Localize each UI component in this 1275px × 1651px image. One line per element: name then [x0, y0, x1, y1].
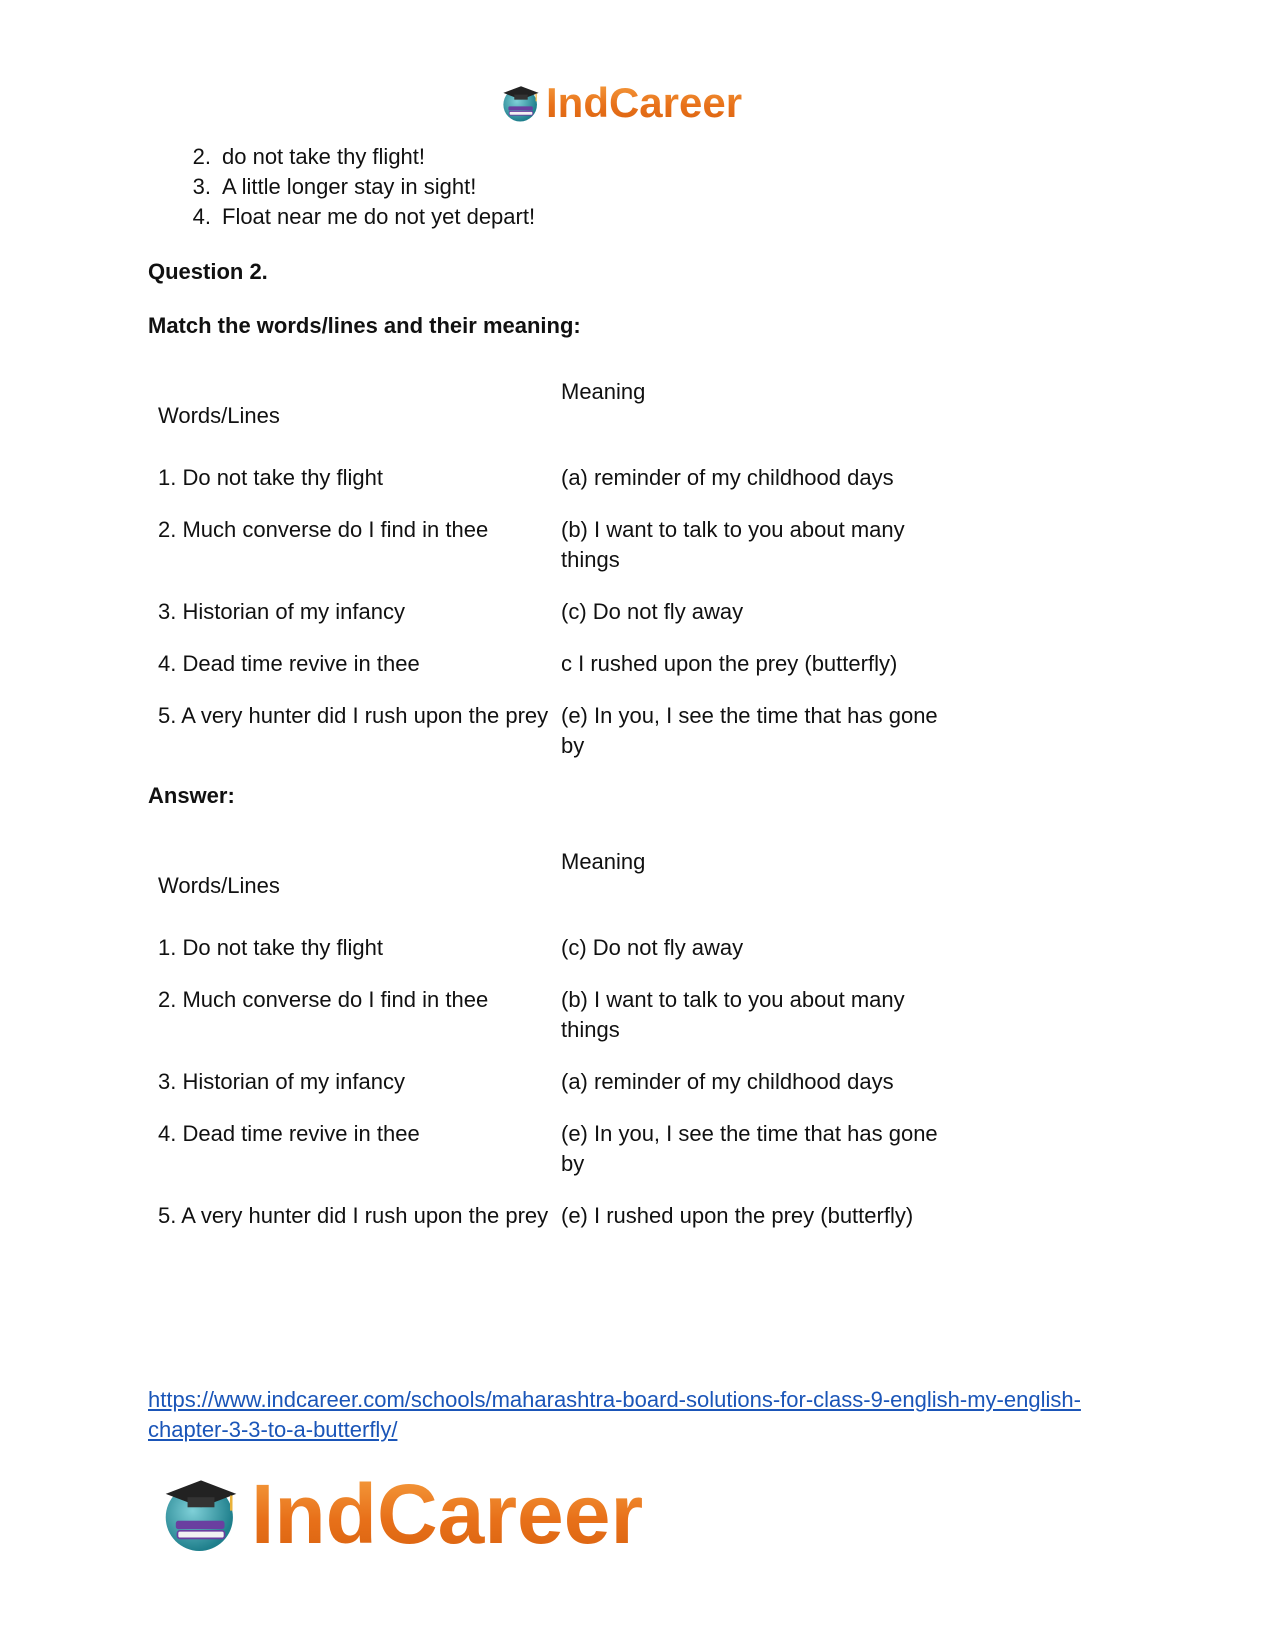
table-row: 1. Do not take thy flight (c) Do not fly away — [158, 935, 744, 960]
table-row: 5. A very hunter did I rush upon the prey (e) I rushed upon the prey (butterfly) — [158, 1203, 914, 1228]
table-row: 2. Much converse do I find in thee (b) I want to talk to you about many things — [158, 987, 905, 1042]
answer-match-table — [158, 835, 978, 1231]
column-header-words: Words/Lines — [158, 403, 280, 428]
column-header-words: Words/Lines — [158, 873, 280, 898]
question-heading: Question 2. — [148, 259, 268, 284]
list-item: 3. A little longer stay in sight! — [192, 174, 477, 199]
column-header-meaning: Meaning — [561, 379, 646, 404]
table-header — [158, 365, 978, 463]
graduation-cap-globe-icon — [159, 1472, 243, 1556]
list-item: 2. do not take thy flight! — [192, 144, 426, 169]
table-row: 3. Historian of my infancy (c) Do not fly away — [158, 599, 744, 624]
document-body — [148, 142, 1128, 1253]
table-row: 2. Much converse do I find in thee (b) I want to talk to you about many things — [158, 517, 905, 572]
question-match-table — [158, 365, 978, 761]
table-header — [158, 835, 978, 933]
intro-list — [148, 142, 1128, 232]
question-instruction: Match the words/lines and their meaning: — [148, 313, 581, 338]
indcareer-logo-bottom — [159, 1466, 643, 1562]
indcareer-logo-top — [500, 76, 742, 130]
table-row: 4. Dead time revive in thee c I rushed upon the prey (butterfly) — [158, 651, 898, 676]
graduation-cap-globe-icon — [500, 82, 542, 124]
table-row: 4. Dead time revive in thee (e) In you, I see the time that has gone by — [158, 1121, 938, 1176]
table-row: 3. Historian of my infancy (a) reminder of my childhood days — [158, 1069, 894, 1094]
list-item: 4. Float near me do not yet depart! — [192, 204, 536, 229]
answer-heading: Answer: — [148, 783, 235, 808]
source-url-link[interactable]: https://www.indcareer.com/schools/maharashtra-board-solutions-for-class-9-english-my-english-chapter-3-3-to-a-butterfly/ — [148, 1387, 1081, 1442]
table-row: 1. Do not take thy flight (a) reminder of my childhood days — [158, 465, 894, 490]
column-header-meaning: Meaning — [561, 849, 646, 874]
table-row: 5. A very hunter did I rush upon the prey (e) In you, I see the time that has gone by — [158, 703, 938, 758]
logo-wordmark: IndCareer — [251, 1467, 644, 1561]
logo-wordmark: IndCareer — [546, 79, 743, 126]
